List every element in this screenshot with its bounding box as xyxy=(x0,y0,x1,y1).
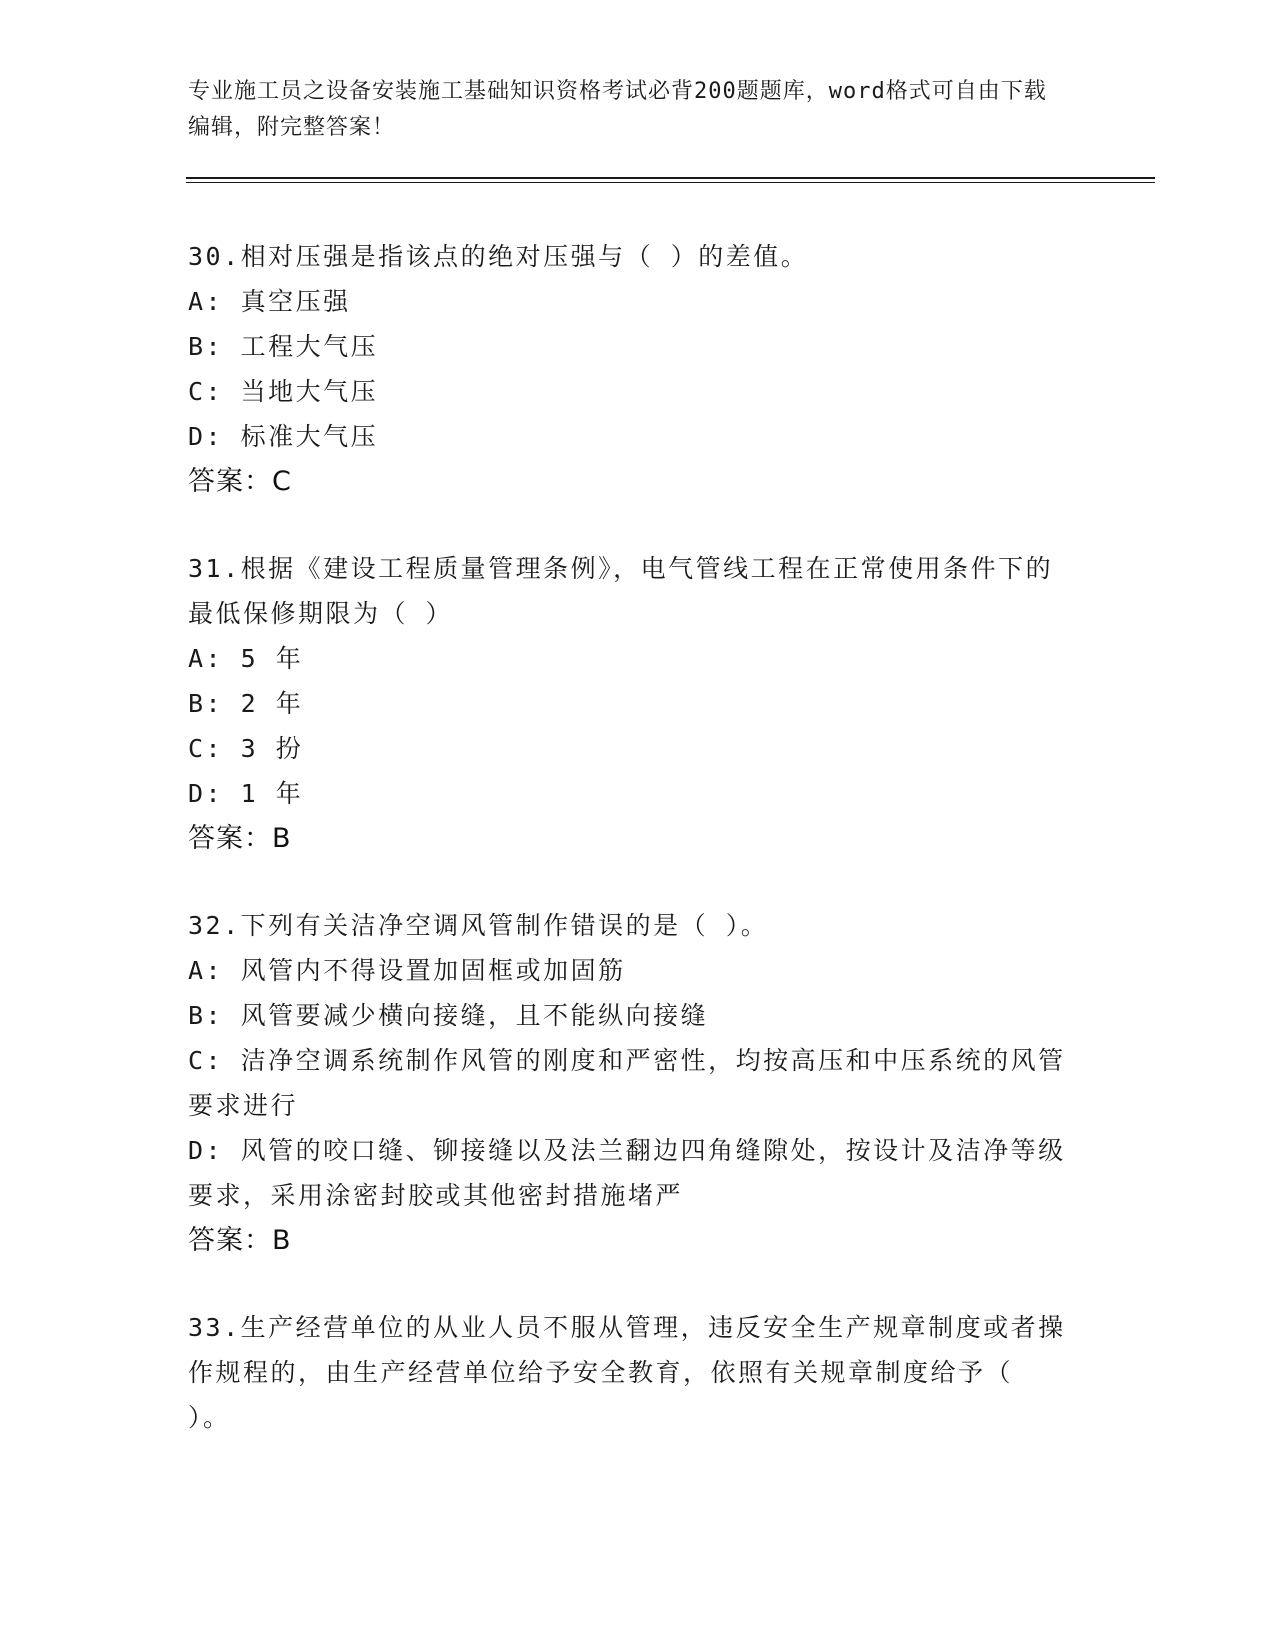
question-stem: 32.下列有关洁净空调风管制作错误的是（ ）。 xyxy=(188,911,769,940)
option-b: B: 工程大气压 xyxy=(188,332,379,361)
question-stem: 33.生产经营单位的从业人员不服从管理，违反安全生产规章制度或者操作规程的，由生产经营单位给予安全教育，依照有关规章制度给予（ ）。 xyxy=(188,1313,1066,1432)
question-30 xyxy=(188,234,1068,504)
answer-label: 答案：B xyxy=(188,1225,292,1256)
option-c: C: 当地大气压 xyxy=(188,377,379,406)
question-stem: 30.相对压强是指该点的绝对压强与（ ）的差值。 xyxy=(188,242,809,271)
header-divider-thin xyxy=(186,182,1155,183)
question-33 xyxy=(188,1305,1068,1440)
question-list xyxy=(188,234,1068,1482)
option-d: D: 标准大气压 xyxy=(188,422,379,451)
answer-label: 答案：C xyxy=(188,466,292,497)
option-a: A: 风管内不得设置加固框或加固筋 xyxy=(188,956,626,985)
option-c: C: 3 扮 xyxy=(188,734,304,763)
question-stem: 31.根据《建设工程质量管理条例》，电气管线工程在正常使用条件下的最低保修期限为（ ） xyxy=(188,554,1054,628)
option-d: D: 1 年 xyxy=(188,779,304,808)
option-d: D: 风管的咬口缝、铆接缝以及法兰翻边四角缝隙处，按设计及洁净等级要求，采用涂密封胶或其他密封措施堵严 xyxy=(188,1136,1066,1210)
question-32 xyxy=(188,903,1068,1263)
document-header: 专业施工员之设备安装施工基础知识资格考试必背200题题库，word格式可自由下载编辑，附完整答案！ xyxy=(188,79,1047,140)
header-divider-thick xyxy=(186,177,1155,179)
option-b: B: 风管要减少横向接缝，且不能纵向接缝 xyxy=(188,1001,709,1030)
answer-label: 答案：B xyxy=(188,823,292,854)
question-31 xyxy=(188,546,1068,861)
option-b: B: 2 年 xyxy=(188,689,304,718)
option-c: C: 洁净空调系统制作风管的刚度和严密性，均按高压和中压系统的风管要求进行 xyxy=(188,1046,1066,1120)
option-a: A: 5 年 xyxy=(188,644,304,673)
option-a: A: 真空压强 xyxy=(188,287,351,316)
